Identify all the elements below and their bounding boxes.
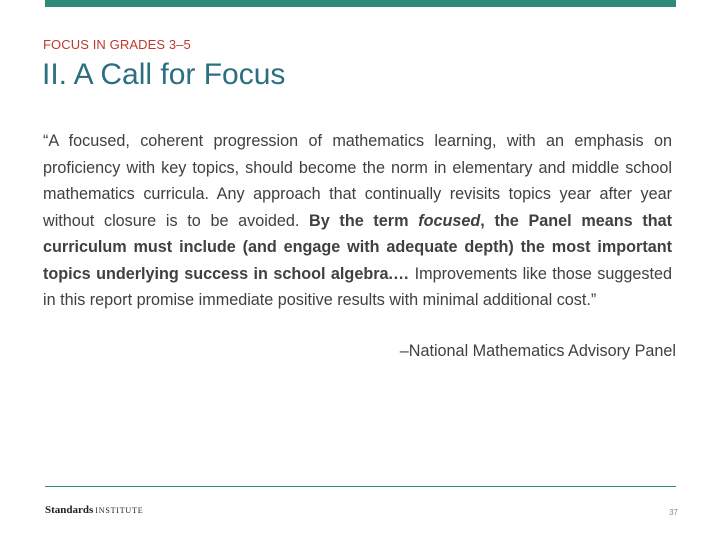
quote-bold-part2: , the Panel means that curriculum must include (and engage with adequate depth) the most important topics underlying success in school algebra.… [43,211,672,283]
standards-institute-logo [45,504,143,516]
slide-title: II. A Call for Focus [42,58,286,91]
quote-body [43,128,672,314]
quote-text-part2: Improvements like those suggested in this report promise immediate positive results with minimal additional cost.” [43,264,672,309]
slide-subtitle: FOCUS IN GRADES 3–5 [43,37,191,52]
top-accent-bar [45,0,676,7]
page-number: 37 [669,508,678,517]
quote-bold-italic-term: focused [418,211,481,230]
footer-divider [45,486,676,487]
logo-word: Standards [45,504,94,516]
logo-institute: INSTITUTE [95,506,144,515]
quote-text-part1: “A focused, coherent progression of mathematics learning, with an emphasis on proficiency with key topics, should become the norm in elementary and middle school mathematics curricula. Any approach that continually revisits topics year after year without closure is to be avoided. [43,132,672,230]
quote-bold-part1: By the term [309,211,419,230]
quote-attribution: –National Mathematics Advisory Panel [399,342,676,360]
